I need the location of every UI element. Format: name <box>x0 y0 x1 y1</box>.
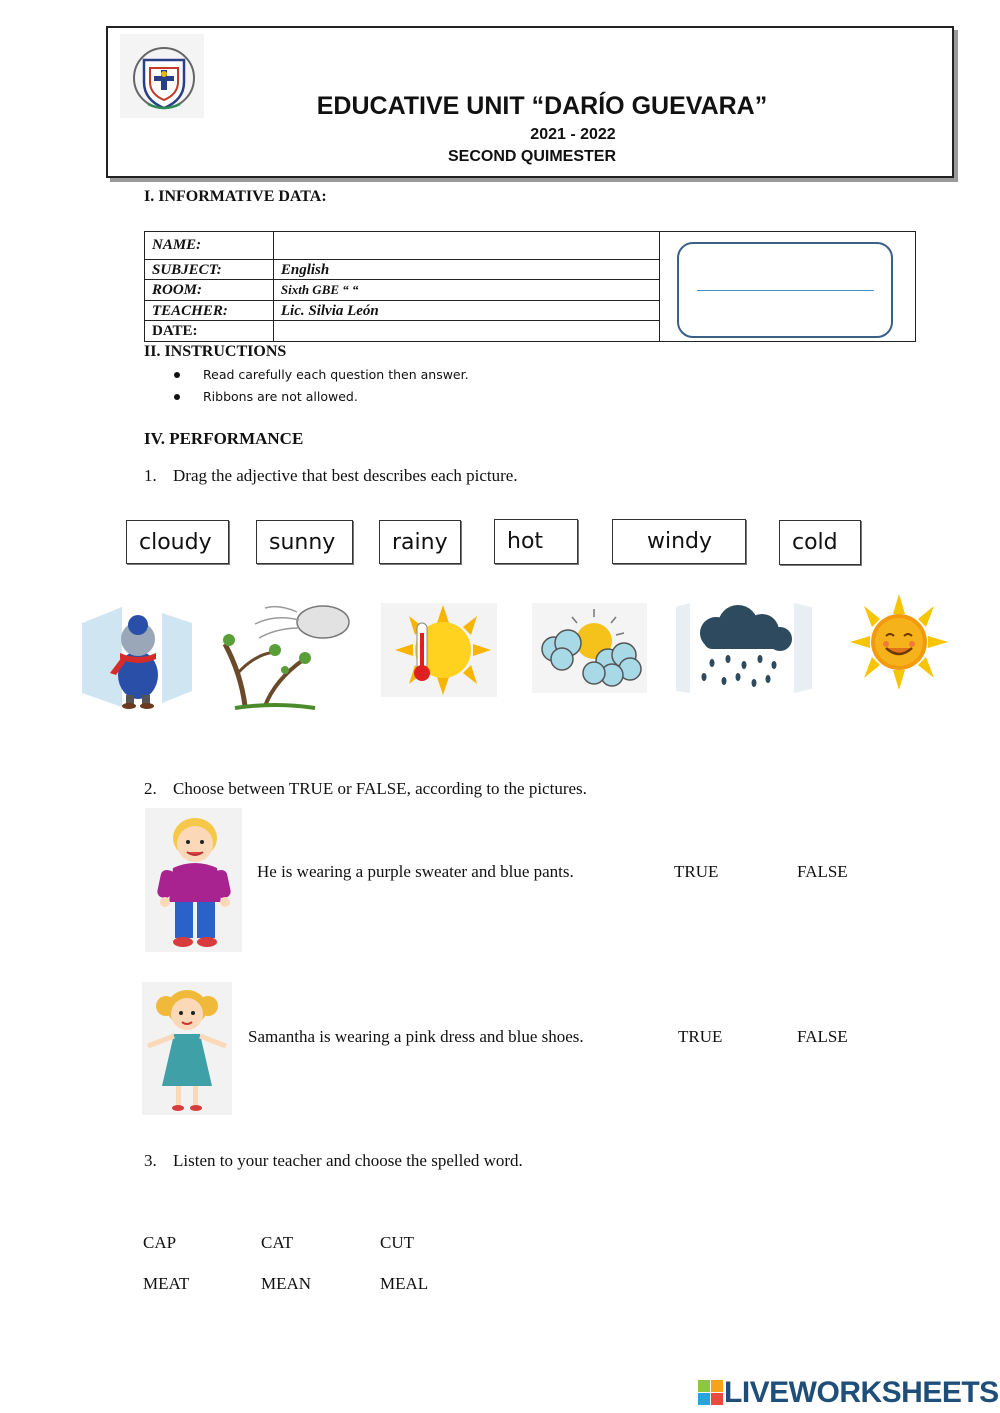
list-item: Ribbons are not allowed. <box>203 389 358 404</box>
instructions-heading: II. INSTRUCTIONS <box>144 343 287 360</box>
instructions-list <box>174 367 574 407</box>
bullet-icon <box>174 372 180 378</box>
date-field[interactable] <box>273 321 659 342</box>
word-option-mean[interactable]: MEAN <box>261 1274 312 1293</box>
score-line[interactable] <box>697 290 874 291</box>
statement-2: Samantha is wearing a pink dress and blue shoes. <box>248 1027 584 1046</box>
name-field[interactable] <box>273 232 659 260</box>
true-option-1[interactable]: TRUE <box>674 862 719 881</box>
question-number: 1. <box>144 466 157 485</box>
false-option-2[interactable]: FALSE <box>797 1027 848 1046</box>
cold-person-icon <box>82 603 192 711</box>
girl-blue-dress-icon <box>142 982 232 1115</box>
question-number: 3. <box>144 1151 157 1170</box>
word-cloudy[interactable]: cloudy <box>126 520 229 564</box>
teacher-value: Lic. Silvia León <box>273 300 659 321</box>
question-text: Drag the adjective that best describes each picture. <box>173 466 518 485</box>
liveworksheets-logo-icon <box>698 1380 724 1406</box>
word-hot[interactable]: hot <box>494 519 578 564</box>
room-label: ROOM: <box>145 280 274 301</box>
school-term: SECOND QUIMESTER <box>447 148 616 165</box>
room-value: Sixth GBE “ “ <box>273 280 659 301</box>
school-year: 2021 - 2022 <box>530 126 616 143</box>
statement-1: He is wearing a purple sweater and blue pants. <box>257 862 574 881</box>
school-title: EDUCATIVE UNIT “DARÍO GUEVARA” <box>316 92 768 120</box>
word-sunny[interactable]: sunny <box>256 520 353 564</box>
liveworksheets-brand: LIVEWORKSHEETS <box>724 1376 999 1409</box>
word-option-cut[interactable]: CUT <box>380 1233 414 1252</box>
boy-purple-sweater-icon <box>145 808 242 952</box>
false-option-1[interactable]: FALSE <box>797 862 848 881</box>
liveworksheets-logo <box>698 1376 999 1410</box>
hot-sun-thermometer-icon <box>381 603 497 697</box>
word-rainy[interactable]: rainy <box>379 520 461 564</box>
teacher-label: TEACHER: <box>145 300 274 321</box>
smiling-sun-icon <box>842 594 956 690</box>
cloudy-sun-icon <box>532 603 647 693</box>
bullet-icon <box>174 394 180 400</box>
word-option-meat[interactable]: MEAT <box>143 1274 190 1293</box>
question-text: Choose between TRUE or FALSE, according to the pictures. <box>173 779 587 798</box>
date-label: DATE: <box>145 321 274 342</box>
performance-heading: IV. PERFORMANCE <box>144 429 304 448</box>
word-option-cat[interactable]: CAT <box>261 1233 294 1252</box>
question-number: 2. <box>144 779 157 798</box>
word-option-meal[interactable]: MEAL <box>380 1274 429 1293</box>
subject-label: SUBJECT: <box>145 259 274 280</box>
question-3 <box>144 1151 523 1171</box>
name-label: NAME: <box>145 232 274 260</box>
windy-tree-icon <box>215 594 353 712</box>
question-text: Listen to your teacher and choose the spelled word. <box>173 1151 523 1170</box>
word-cold[interactable]: cold <box>779 520 861 565</box>
word-windy[interactable]: windy <box>612 519 746 564</box>
subject-value: English <box>273 259 659 280</box>
question-1 <box>144 466 518 486</box>
true-option-2[interactable]: TRUE <box>678 1027 723 1046</box>
informative-heading: I. INFORMATIVE DATA: <box>144 188 327 205</box>
list-item: Read carefully each question then answer. <box>203 367 469 382</box>
rain-cloud-icon <box>676 603 812 693</box>
question-2 <box>144 779 587 799</box>
word-option-cap[interactable]: CAP <box>143 1233 177 1252</box>
